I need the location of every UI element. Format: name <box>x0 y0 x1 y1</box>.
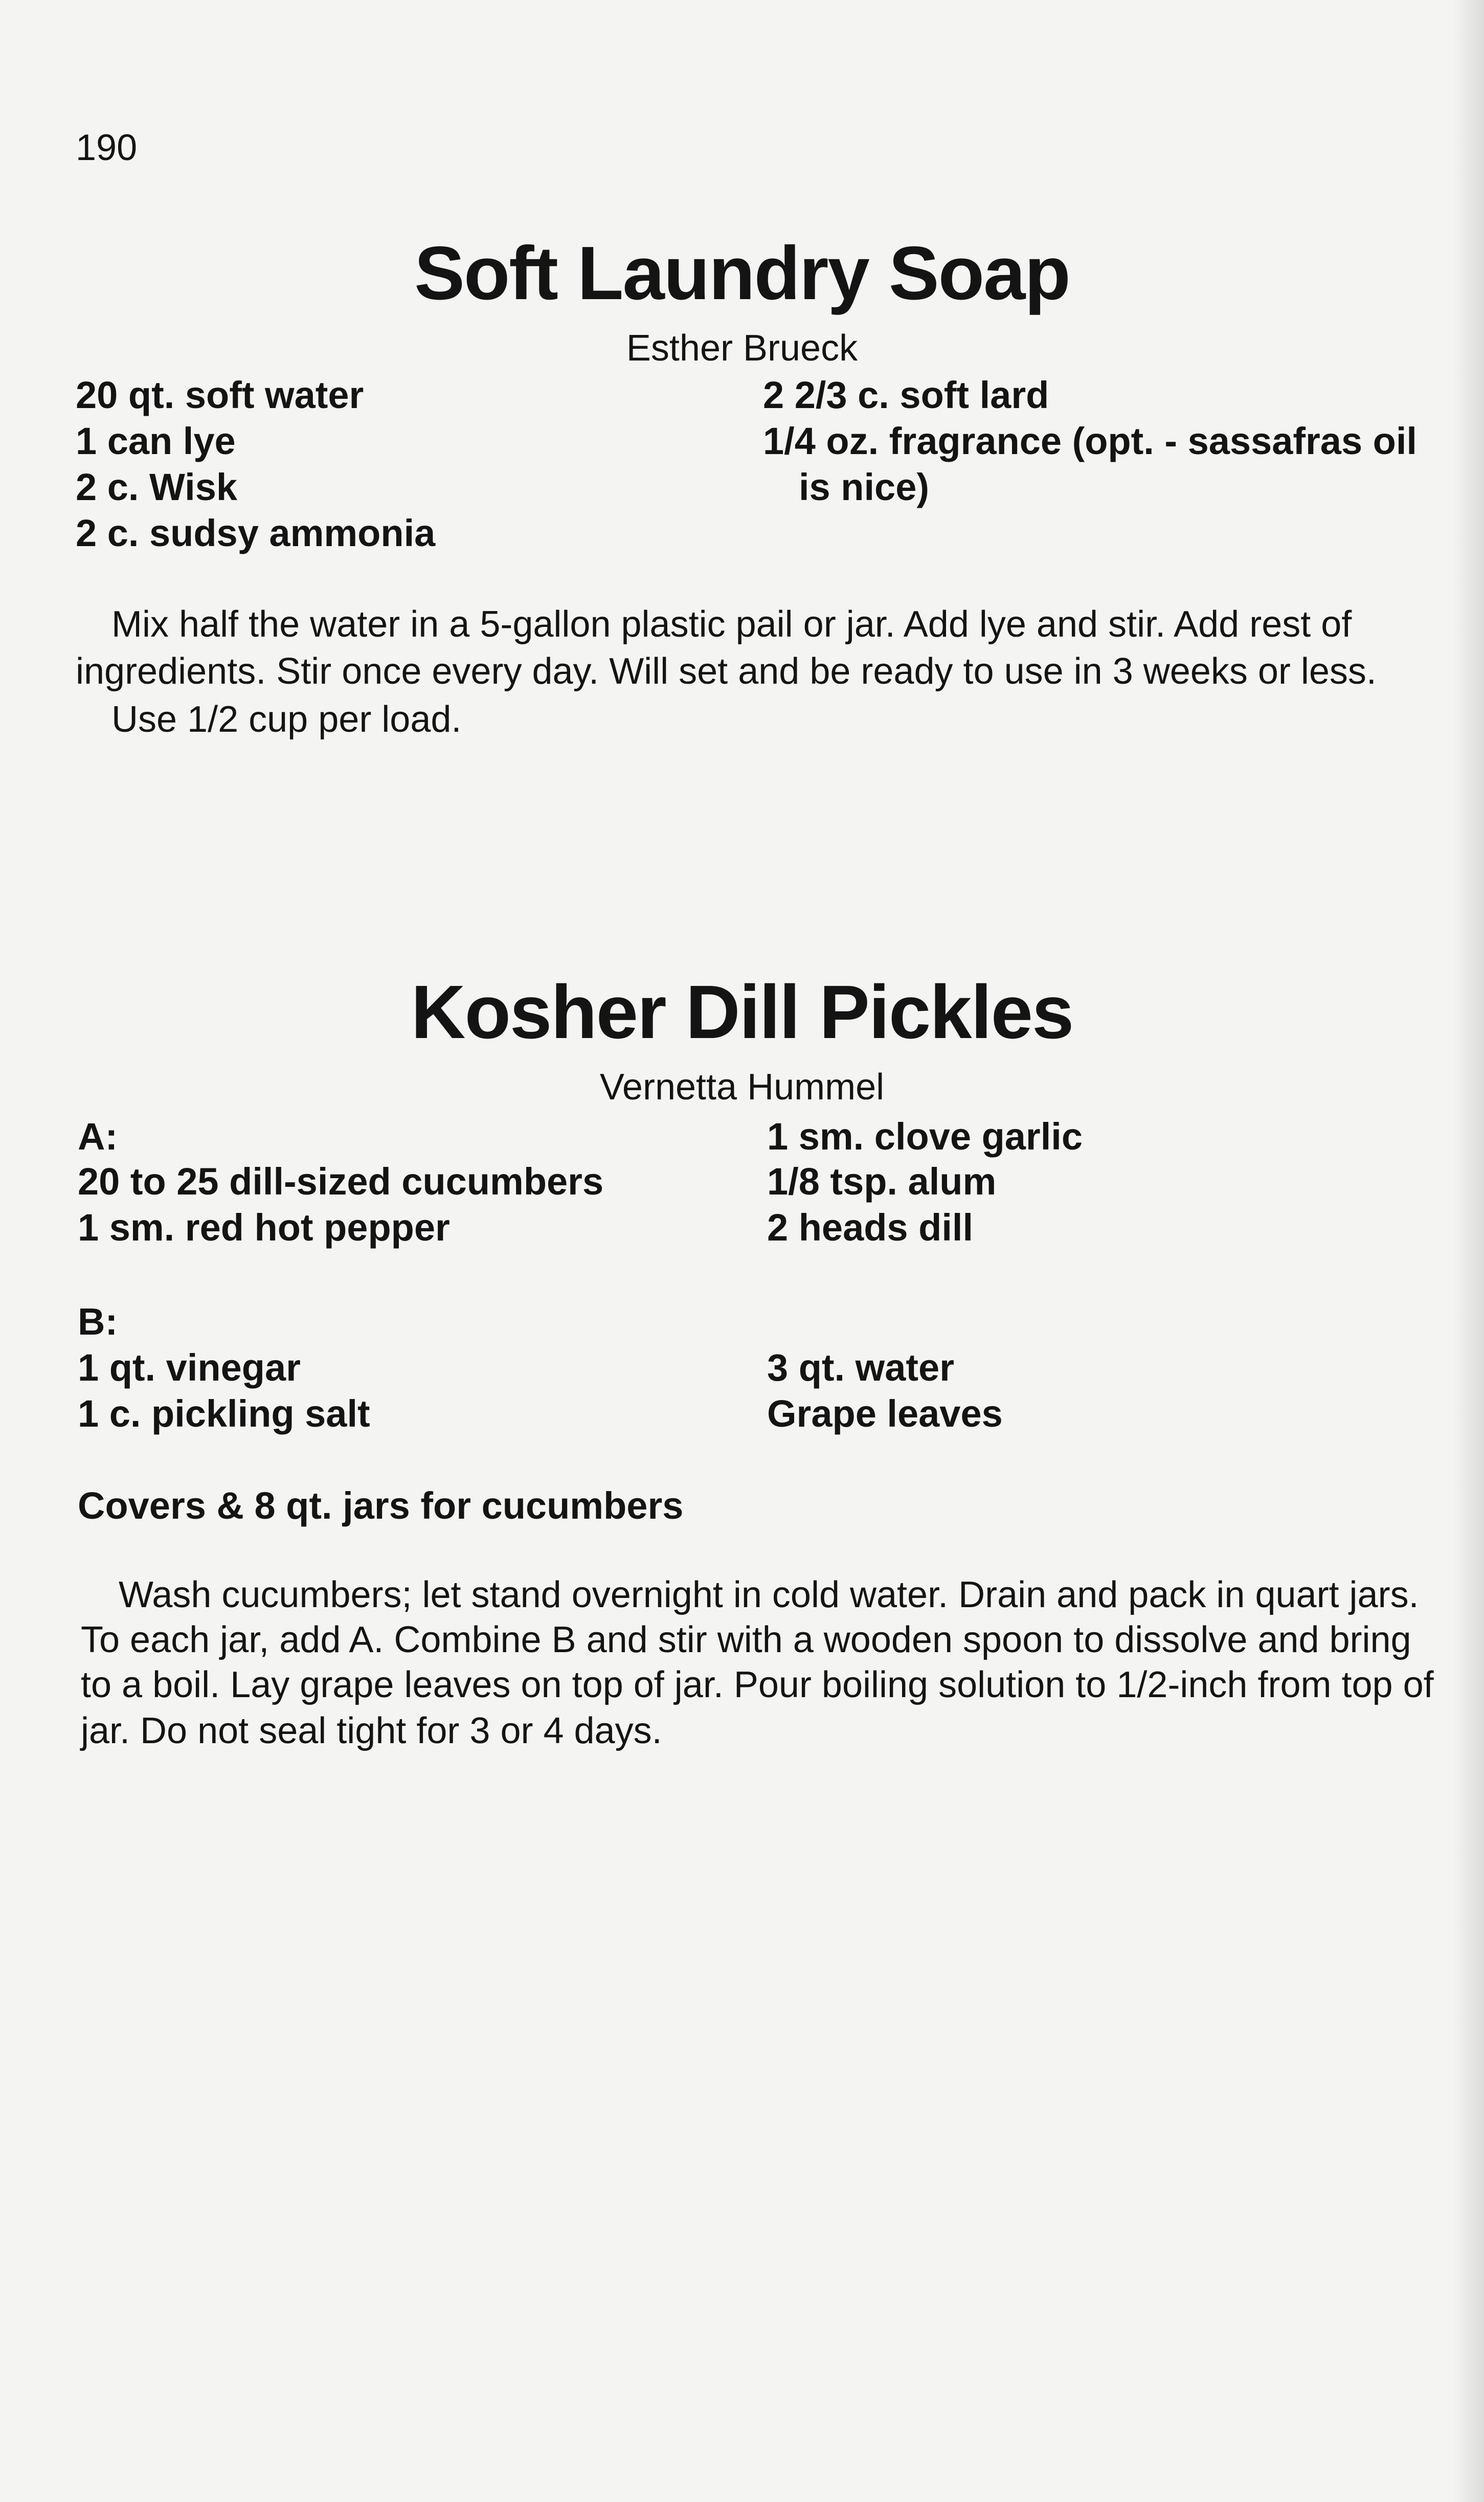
recipe-title: Soft Laundry Soap <box>414 231 1070 315</box>
ingredient-group-label: B: <box>78 1300 118 1343</box>
directions-line: ingredients. Stir once every day. Will set and be ready to use in 3 weeks or less. <box>76 651 1377 692</box>
ingredient-item: 3 qt. water <box>767 1346 954 1389</box>
ingredient-note: Covers & 8 qt. jars for cucumbers <box>78 1484 684 1527</box>
ingredient-group-label: A: <box>78 1115 118 1158</box>
directions-line: jar. Do not seal tight for 3 or 4 days. <box>81 1710 662 1751</box>
ingredient-item: 2 c. sudsy ammonia <box>76 512 436 554</box>
page-number: 190 <box>76 127 138 168</box>
recipe-title: Kosher Dill Pickles <box>411 970 1073 1054</box>
ingredient-item: 1/4 oz. fragrance (opt. - sassafras oil <box>763 420 1417 462</box>
directions-line: Mix half the water in a 5-gallon plastic pail or jar. Add lye and stir. Add rest of <box>111 604 1352 645</box>
ingredient-item: 2 2/3 c. soft lard <box>763 374 1049 416</box>
ingredient-item: 20 qt. soft water <box>76 374 364 416</box>
ingredient-item: Grape leaves <box>767 1392 1003 1435</box>
directions-line: to a boil. Lay grape leaves on top of jar. Pour boiling solution to 1/2-inch from top of <box>81 1664 1434 1705</box>
ingredient-item: 1/8 tsp. alum <box>767 1160 997 1203</box>
directions-line: Use 1/2 cup per load. <box>111 699 462 740</box>
directions-line: To each jar, add A. Combine B and stir with a wooden spoon to dissolve and bring <box>81 1619 1411 1660</box>
page-edge-shadow <box>1453 0 1484 2502</box>
directions-line: Wash cucumbers; let stand overnight in cold water. Drain and pack in quart jars. <box>119 1574 1419 1615</box>
ingredient-item: 1 qt. vinegar <box>78 1346 301 1389</box>
ingredient-item: 1 c. pickling salt <box>78 1392 370 1435</box>
recipe-author: Vernetta Hummel <box>599 1067 885 1108</box>
ingredient-item: 1 can lye <box>76 420 236 462</box>
ingredient-item: 2 c. Wisk <box>76 466 238 508</box>
ingredient-item: 2 heads dill <box>767 1206 974 1249</box>
ingredient-item: 1 sm. clove garlic <box>767 1115 1083 1158</box>
ingredient-item: is nice) <box>799 466 929 508</box>
ingredient-item: 20 to 25 dill-sized cucumbers <box>78 1160 604 1203</box>
recipe-author: Esther Brueck <box>626 328 858 369</box>
ingredient-item: 1 sm. red hot pepper <box>78 1206 450 1249</box>
